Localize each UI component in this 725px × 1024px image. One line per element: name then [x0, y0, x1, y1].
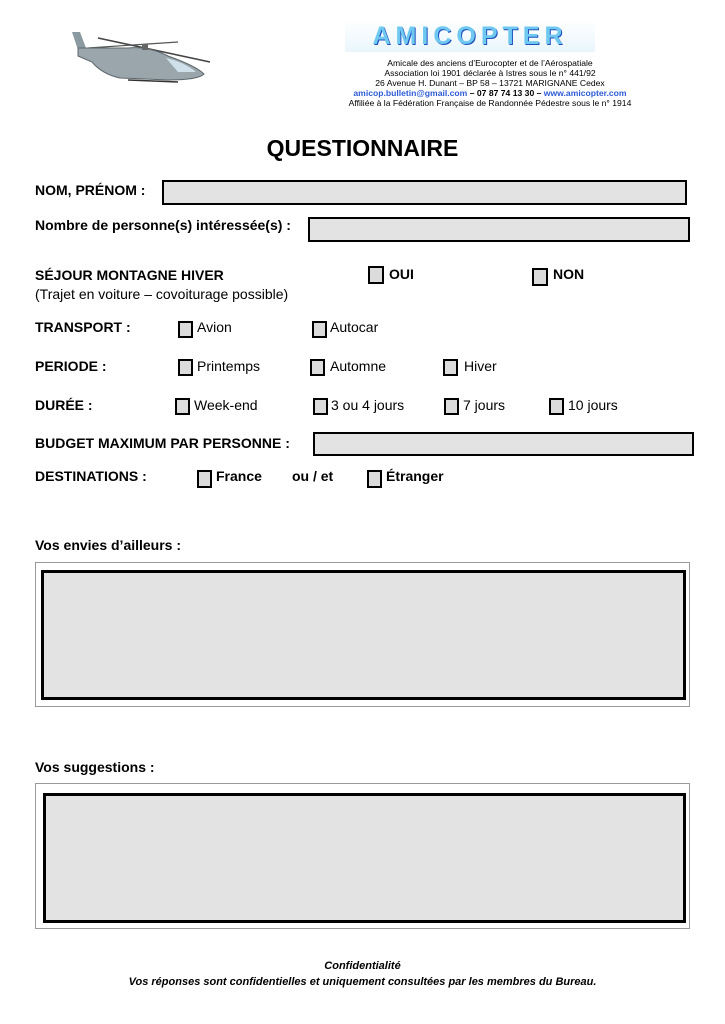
budget-label: BUDGET MAXIMUM PAR PERSONNE : — [35, 435, 290, 451]
10-jours-label: 10 jours — [568, 397, 618, 413]
header-line-1: Amicale des anciens d’Eurocopter et de l’Aérospatiale — [387, 58, 593, 68]
footer-title: Confidentialité — [324, 960, 401, 972]
avion-label: Avion — [197, 319, 232, 335]
contact-phone: – 07 87 74 13 30 – — [467, 88, 544, 98]
france-label: France — [216, 468, 262, 484]
transport-label: TRANSPORT : — [35, 319, 131, 335]
footer-text: Vos réponses sont confidentielles et uniquement consultées par les membres du Bureau. — [128, 976, 597, 988]
destinations-label: DESTINATIONS : — [35, 468, 147, 484]
suggestions-textarea[interactable] — [43, 793, 686, 923]
france-checkbox[interactable] — [197, 470, 212, 488]
etranger-checkbox[interactable] — [367, 470, 382, 488]
avion-checkbox[interactable] — [178, 321, 193, 338]
periode-label: PERIODE : — [35, 358, 107, 374]
sejour-label: SÉJOUR MONTAGNE HIVER — [35, 267, 224, 283]
7-jours-label: 7 jours — [463, 397, 506, 413]
oui-checkbox[interactable] — [368, 266, 384, 284]
hiver-label: Hiver — [464, 358, 497, 374]
hiver-checkbox[interactable] — [443, 359, 458, 376]
printemps-checkbox[interactable] — [178, 359, 193, 376]
oui-label: OUI — [389, 266, 414, 282]
header-line-3: 26 Avenue H. Dunant – BP 58 – 13721 MARIGNANE Cedex — [375, 78, 605, 88]
header-affiliation: Affiliée à la Fédération Française de Randonnée Pédestre sous le n° 1914 — [348, 98, 632, 108]
contact-site[interactable]: www.amicopter.com — [543, 88, 627, 98]
page-title: QUESTIONNAIRE — [266, 135, 459, 161]
autocar-checkbox[interactable] — [312, 321, 327, 338]
weekend-label: Week-end — [194, 397, 258, 413]
header-info — [270, 58, 710, 108]
3-4-jours-checkbox[interactable] — [313, 398, 328, 415]
automne-checkbox[interactable] — [310, 359, 325, 376]
envies-textarea[interactable] — [41, 570, 686, 700]
suggestions-label: Vos suggestions : — [35, 759, 155, 775]
nombre-field[interactable] — [308, 217, 690, 242]
nombre-label: Nombre de personne(s) intéressée(s) : — [35, 217, 291, 233]
10-jours-checkbox[interactable] — [549, 398, 564, 415]
3-4-jours-label: 3 ou 4 jours — [331, 397, 405, 413]
brand-name: AMICOPTER — [372, 22, 568, 50]
autocar-label: Autocar — [330, 319, 379, 335]
helicopter-logo — [58, 22, 218, 84]
brand-logo — [345, 20, 595, 52]
nom-label: NOM, PRÉNOM : — [35, 182, 146, 198]
non-checkbox[interactable] — [532, 268, 548, 286]
etranger-label: Étranger — [386, 468, 444, 484]
suggestions-frame — [35, 783, 690, 929]
header-line-2: Association loi 1901 déclarée à Istres sous le n° 441/92 — [384, 68, 596, 78]
header-contact — [270, 88, 710, 98]
duree-label: DURÉE : — [35, 397, 93, 413]
automne-label: Automne — [330, 358, 387, 374]
7-jours-checkbox[interactable] — [444, 398, 459, 415]
contact-email[interactable]: amicop.bulletin@gmail.com — [353, 88, 468, 98]
weekend-checkbox[interactable] — [175, 398, 190, 415]
sejour-note: (Trajet en voiture – covoiturage possible) — [35, 286, 289, 302]
envies-frame — [35, 562, 690, 707]
envies-label: Vos envies d’ailleurs : — [35, 537, 182, 553]
nom-field[interactable] — [162, 180, 687, 205]
printemps-label: Printemps — [197, 358, 261, 374]
budget-field[interactable] — [313, 432, 694, 456]
dest-separator: ou / et — [292, 468, 334, 484]
non-label: NON — [553, 266, 585, 282]
